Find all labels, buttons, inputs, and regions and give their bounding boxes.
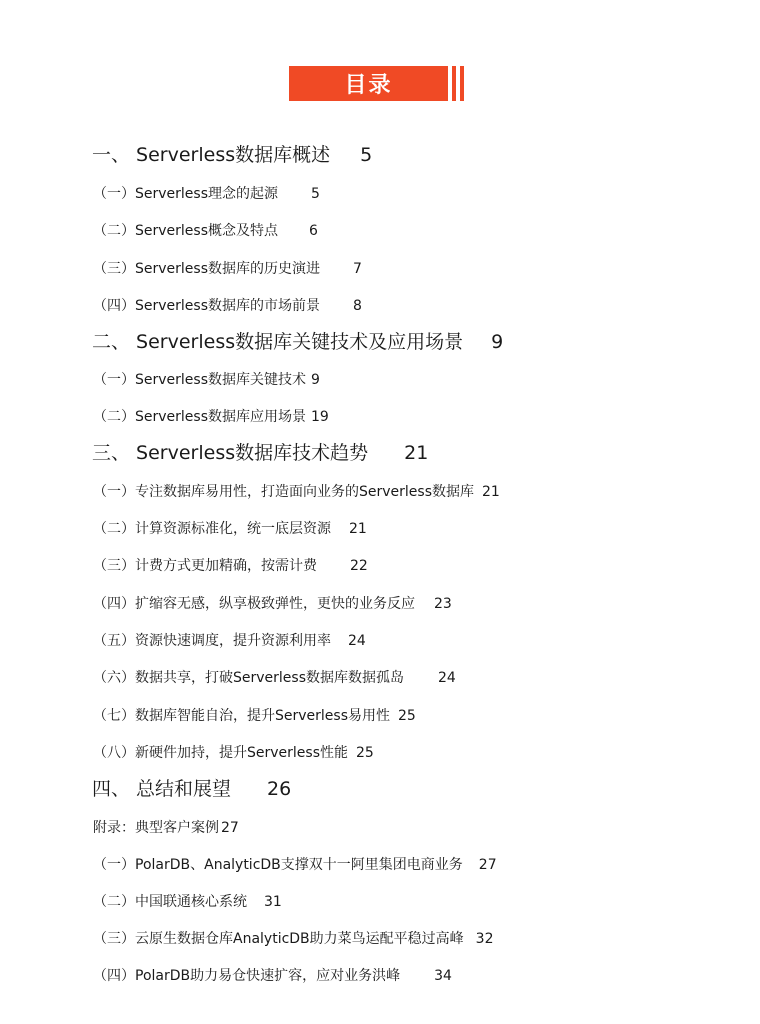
toc-entry-label: （一）PolarDB、AnalyticDB支撑双十一阿里集团电商业务	[93, 857, 463, 873]
toc-page-number: 21	[482, 484, 500, 500]
toc-chapter-1[interactable]	[92, 146, 372, 165]
toc-entry-label: （三）Serverless数据库的历史演进	[93, 261, 321, 277]
toc-entry-label: （二）Serverless概念及特点	[93, 223, 279, 239]
toc-page-number: 24	[438, 670, 456, 686]
toc-page-number: 22	[350, 558, 368, 574]
toc-entry-label: 四、 总结和展望	[92, 778, 232, 800]
toc-entry-label: 附录：典型客户案例	[93, 820, 219, 836]
toc-entry-label: （一）专注数据库易用性，打造面向业务的Serverless数据库	[93, 484, 474, 500]
toc-section[interactable]	[93, 224, 318, 238]
toc-entry-label: （二）中国联通核心系统	[93, 894, 247, 910]
toc-section[interactable]	[93, 709, 416, 723]
toc-page-number: 5	[311, 186, 320, 202]
toc-page-number: 7	[353, 261, 362, 277]
toc-section[interactable]	[93, 187, 320, 201]
toc-entry-label: （四）Serverless数据库的市场前景	[93, 298, 321, 314]
toc-page-number: 24	[348, 633, 366, 649]
toc-section[interactable]	[93, 410, 329, 424]
toc-page-number: 19	[311, 409, 329, 425]
toc-page-number: 21	[404, 442, 429, 464]
toc-page-number: 6	[309, 223, 318, 239]
toc-section[interactable]	[93, 262, 362, 276]
toc-page-number: 27	[478, 857, 497, 873]
toc-section[interactable]	[93, 559, 368, 573]
toc-section[interactable]	[93, 485, 500, 499]
toc-page-number: 5	[360, 144, 373, 166]
toc-page-number: 26	[267, 778, 292, 800]
toc-section[interactable]	[93, 932, 494, 946]
toc-page-number: 32	[475, 931, 494, 947]
toc-page-number: 27	[221, 820, 239, 836]
toc-entry-label: （二）计算资源标准化，统一底层资源	[93, 521, 331, 537]
toc-section[interactable]	[93, 969, 452, 983]
toc-title-banner	[289, 66, 448, 101]
toc-entry-label: （八）新硬件加持，提升Serverless性能	[93, 745, 349, 761]
toc-section[interactable]	[93, 895, 282, 909]
toc-chapter-3[interactable]	[92, 444, 428, 463]
toc-page-number: 31	[264, 894, 282, 910]
toc-entry-label: （二）Serverless数据库应用场景	[93, 409, 307, 425]
toc-page-number: 25	[356, 745, 374, 761]
toc-chapter-2[interactable]	[92, 333, 503, 352]
toc-page-number: 9	[311, 372, 320, 388]
toc-chapter-4[interactable]	[92, 780, 291, 799]
toc-entry-label: （四）PolarDB助力易仓快速扩容，应对业务洪峰	[93, 968, 401, 984]
toc-page-number: 8	[353, 298, 362, 314]
toc-entry-label: 二、 Serverless数据库关键技术及应用场景	[92, 331, 464, 353]
toc-entry-label: 一、 Serverless数据库概述	[92, 144, 331, 166]
toc-section[interactable]	[93, 373, 320, 387]
toc-entry-label: （一）Serverless理念的起源	[93, 186, 279, 202]
toc-page-number: 21	[349, 521, 367, 537]
toc-section[interactable]	[93, 746, 374, 760]
toc-section[interactable]	[93, 597, 452, 611]
toc-appendix[interactable]	[93, 821, 239, 835]
toc-entry-label: （四）扩缩容无感，纵享极致弹性，更快的业务反应	[93, 596, 415, 612]
toc-section[interactable]	[93, 671, 456, 685]
toc-entry-label: （三）计费方式更加精确，按需计费	[93, 558, 317, 574]
toc-page-number: 23	[434, 596, 452, 612]
toc-title: 目录	[344, 73, 393, 98]
toc-entry-label: （七）数据库智能自治，提升Serverless易用性	[93, 708, 390, 724]
toc-entry-label: 三、 Serverless数据库技术趋势	[92, 442, 369, 464]
toc-entry-label: （五）资源快速调度，提升资源利用率	[93, 633, 331, 649]
toc-section[interactable]	[93, 299, 362, 313]
title-accent-stripe	[460, 66, 464, 101]
toc-entry-label: （六）数据共享，打破Serverless数据库数据孤岛	[93, 670, 404, 686]
toc-entry-label: （三）云原生数据仓库AnalyticDB助力菜鸟运配平稳过高峰	[93, 931, 464, 947]
toc-section[interactable]	[93, 522, 367, 536]
toc-page-number: 25	[398, 708, 416, 724]
toc-section[interactable]	[93, 634, 366, 648]
title-accent-stripe	[452, 66, 456, 101]
toc-entry-label: （一）Serverless数据库关键技术	[93, 372, 307, 388]
toc-section[interactable]	[93, 858, 497, 872]
toc-page-number: 34	[434, 968, 452, 984]
toc-page-number: 9	[491, 331, 504, 353]
